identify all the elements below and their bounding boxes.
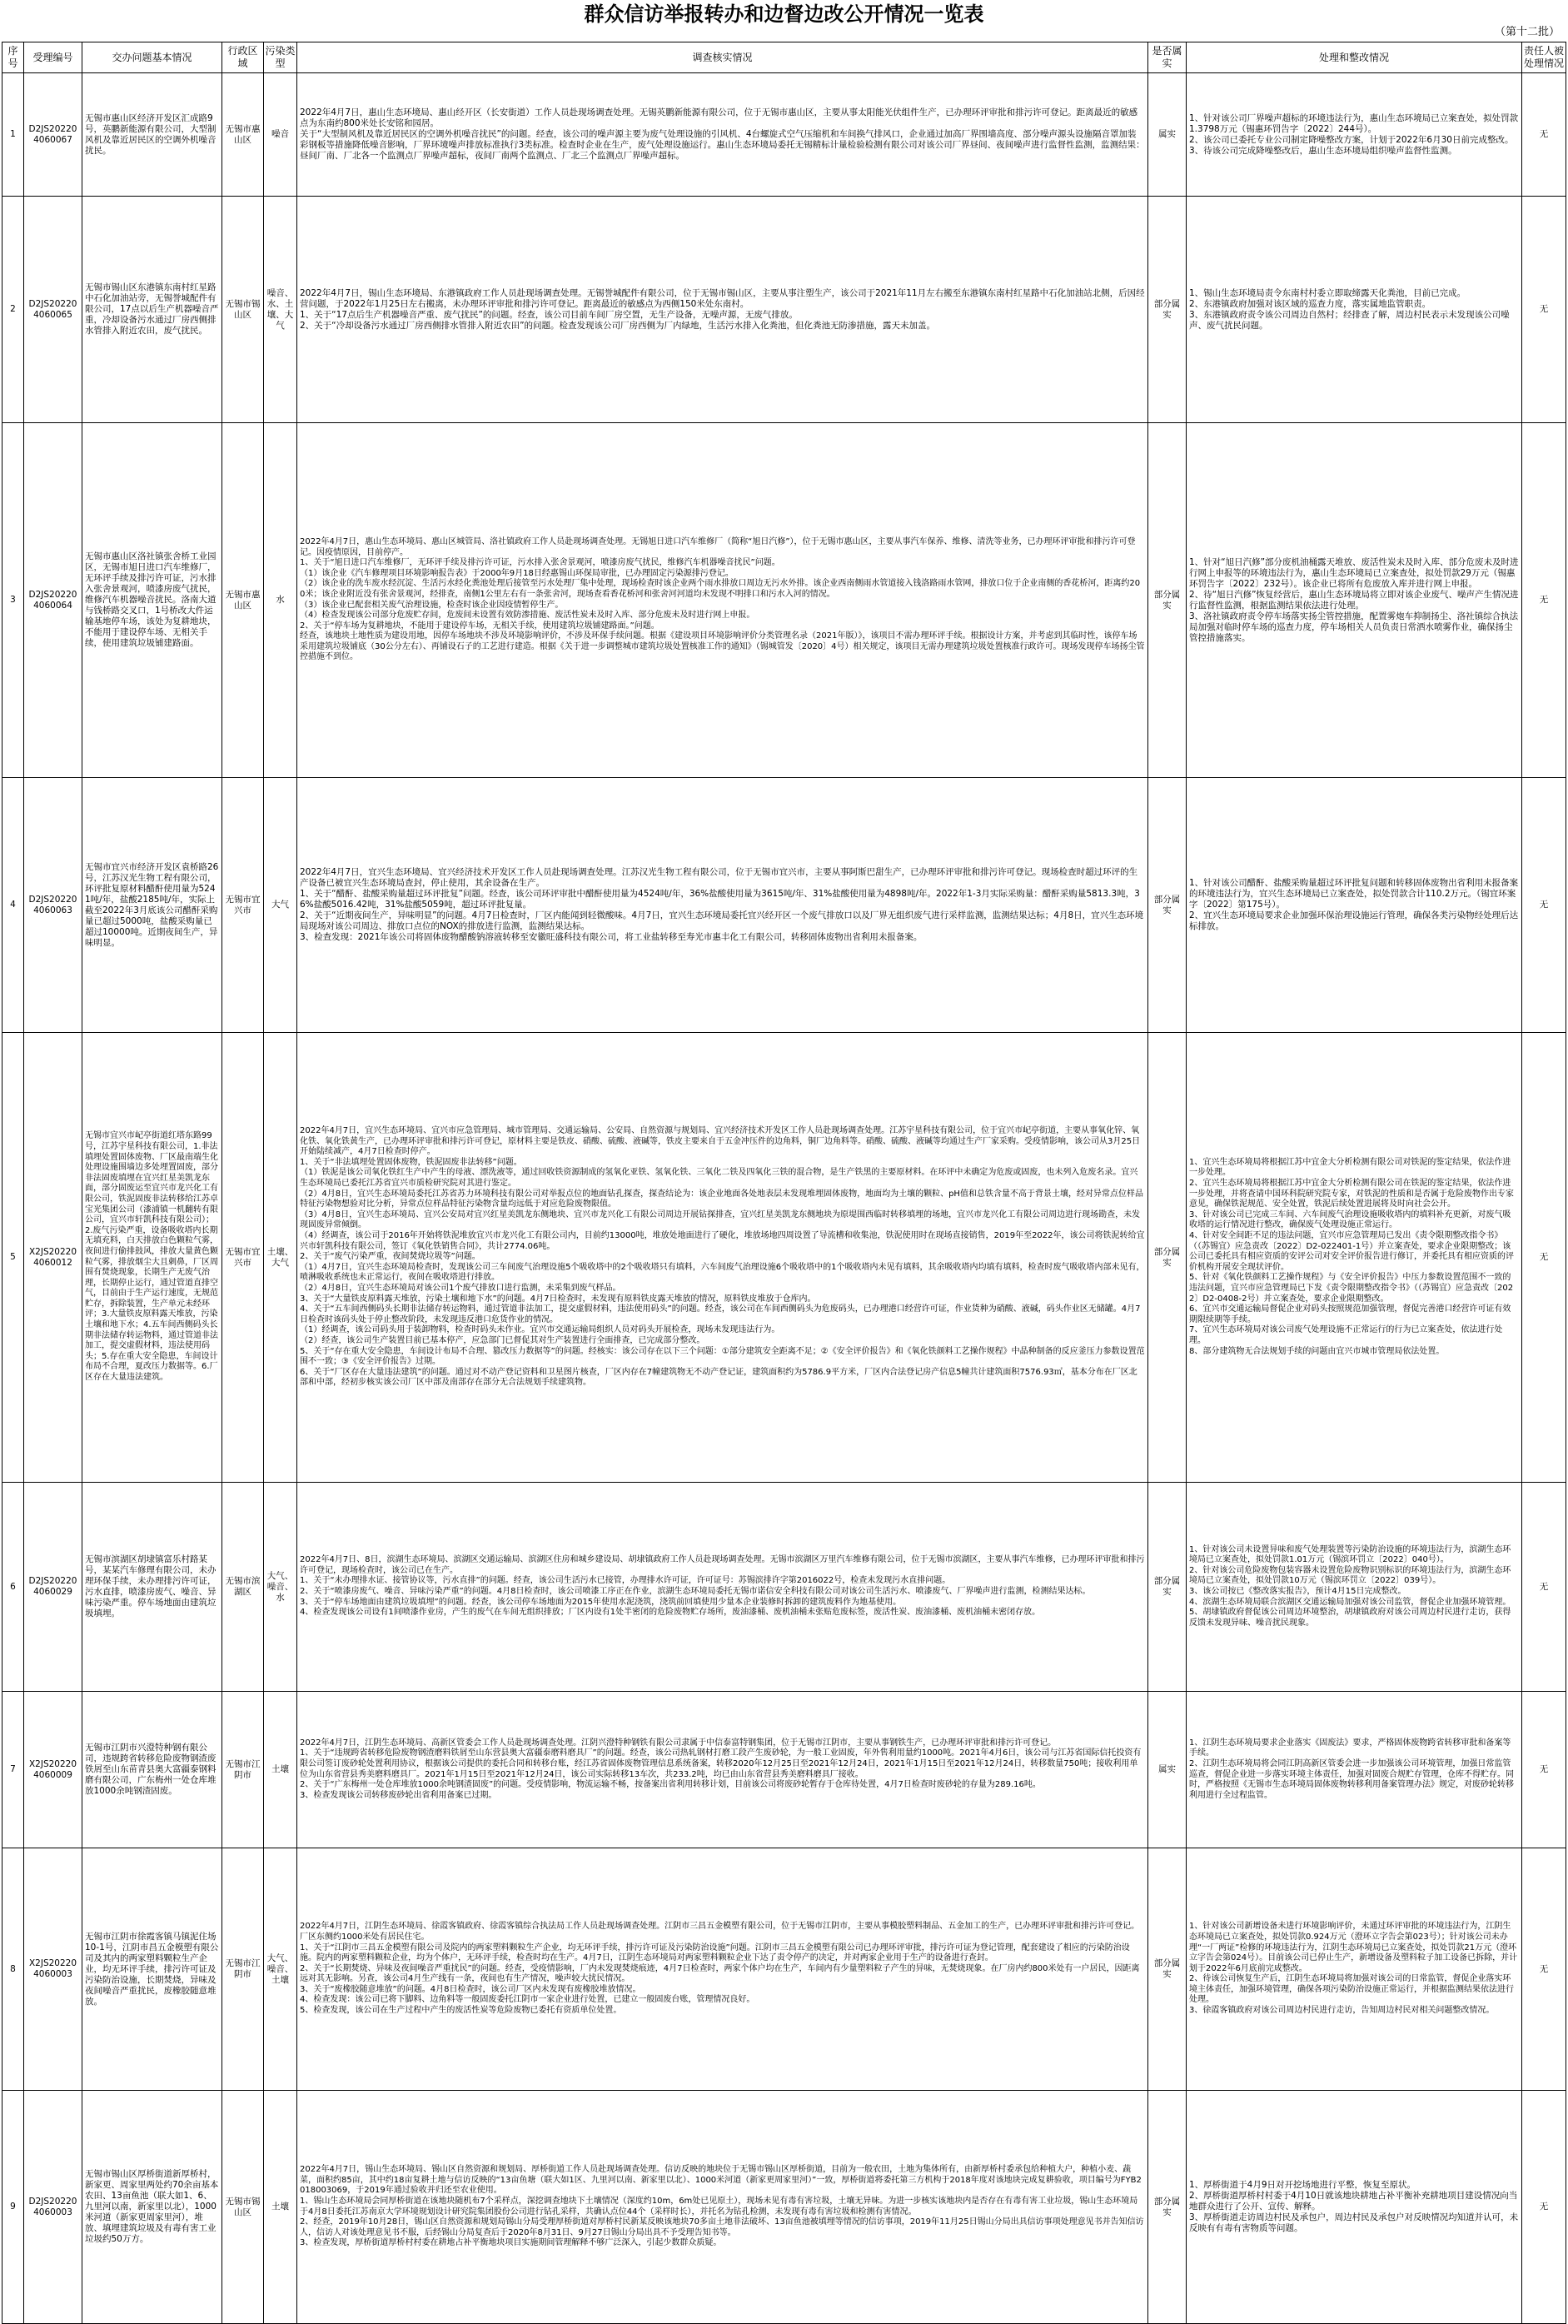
row-investigation: 2022年4月7日，宜兴生态环境局、宜兴市应急管理局、城市管理局、交通运输局、公安局、自然资源与规划局、宜兴经济技术开发区工作人员赴现场调查处理。江苏宇星科技有限公司，位于宜兴市屺亭街道，主要从事氧化锌、氧化铁、氧化铁黄生产，已办理环评审批和排污许可登记，原材料主要是铁皮、硝酸、硫酸、液碱等，铁皮主要来自于五金冲压件的边角料，铜厂边角料等。硝酸、硫酸、液碱等均通过生产厂家采购。受疫情影响，该公司从3月25日开始陆续减产，4月7日检查时停产。 1、关于“非法填埋处置固体废物，铁泥固废非法转移”问题。 （1）铁泥是该公司氧化铁红生产中产生的母液、漂洗液等，通过回收铁资源制成的氢氧化亚铁、氢氧化铁、三氧化二铁及四氧化三铁的混合物，是生产铁黑的主要原材料。在环评中未确定为危废或固废，也未列入危废名录。宜兴生态环境局已委托江苏省宜兴市质检研究院对其进行鉴定。 （2）4月8日，宜兴生态环境局委托江苏省苏力环境科技有限公司对举报点位的地面钻孔探查，探查结论为：该企业地面各处地表层未发现堆埋固体废物，地面均为土壤的颗粒、pH值和总铁含量不高于背景土壤，经对异常点位样品特征污染物想验对比分析，异常点位样品特征污染物含量均远低于对应危险废物限值。 （3）4月8日，宜兴生态环境局、宜兴公安局对宜兴红星美凯龙东侧地块、宜兴市龙兴化工有限公司周边开展钻探排查，宜兴红星美凯龙东侧地块为原堤围西临时转移填埋的场地，宜兴市龙兴化工有限公司周边进行现场勘查，未发现固废异常倾倒。 （4）经调查，该公司于2016年开始将铁泥堆放宜兴市龙兴化工有限公司内，目前约13000吨，堆放处地面进行了硬化，堆放场地四周设置了导流槽和收集池，铁泥使用时在现场直接销售，2019年至2022年，该公司将铁泥转给宜兴市轩凯科技有限公司，签订《氧化铁销售合同》，共计2774.06吨。 2、关于“废气污染严重，夜间焚烧垃圾等”问题。 （1）4月7日，宜兴生态环境局检查时，发现该公司三车间废气治理设施5个吸收塔中的2个吸收塔只有填料，六车间废气治理设施6个吸收塔中的1个吸收塔内未见有填料，其余吸收塔内均填有填料，检查时废气吸收塔内部未见有，喷淋吸收系统也未正常运行，夜间在吸收塔进行排放。 （2）4月8日，宜兴生态环境局对该公司1个废气排放口进行监测，未采集到废气样品。 3、关于“大量铁皮原料露天堆放，污染土壤和地下水”的问题。4月7日检查时，未发现有原料铁皮露天堆放的情况，原料铁皮堆放于仓库内。 4、关于“五车间西侧码头长期非法储存转运物料，通过管道非法加工，提交虚假材料，违法使用码头”的问题。经查，该公司在车间西侧码头为危废码头，已办理港口经营许可证，作业货种为硝酸、液碱，码头作业区无储罐。4月7日检查时该码头处于停止整改阶段，未发现违反港口危货作业的情况。 （1）经调查，该公司码头用于装卸物料，检查时码头未作业。宜兴市交通运输局组织人员对码头开展检查，现场未发现违法行为。 （2）经查，该公司生产装置目前已基本停产，应急部门已督促其对生产装置进行全面排查，已完成部分整改。 5、关于“存在重大安全隐患，车间设计布局不合理、篡改压力数据等”的问题。经核实：该公司存在以下三个问题：①部分建筑安全距离不足；②《安全评价报告》和《氧化铁颜料工艺操作规程》中晶种制备的反应釜压力参数设置范围不一致；③《安全评价报告》过期。 6、关于“厂区存在大量违法建筑”的问题。通过对不动产登记资料和卫星图片核查，厂区内存在7幢建筑物无不动产登记证，建筑面积约为5786.9平方米，厂区内合法登记房产信息5幢共计建筑面积7576.93㎡，基本分布在厂区北部和中部，经初步核实该公司厂区中部及南部存在部分无合法规划手续建筑物。 bbox=[297, 1033, 1148, 1483]
table-row bbox=[2, 778, 1566, 1033]
row-investigation: 2022年4月7日，宜兴生态环境局、宜兴经济技术开发区工作人员赴现场调查处理。江苏汉光生物工程有限公司，位于无锡市宜兴市，主要从事阿斯巴甜生产，已办理环评审批和排污许可登记。现场检查时超过环评的生产设备已被宜兴生态环境局查封，停止使用，其余设备在生产。 1、关于“醋酐、盐酸采购量超过环评批复”问题。经查，该公司环评审批中醋酐使用量为4524吨/年，36%盐酸使用量为3615吨/年、31%盐酸使用量为4898吨/年。2022年1-3月实际采购量：醋酐采购量5813.3吨，36%盐酸5016.42吨，31%盐酸5059吨，超过环评批复量。 2、关于“近期夜间生产，异味明显”的问题。4月7日检查时，厂区内能闻到轻微酸味。4月7日，宜兴生态环境局委托宜兴经开区一个废气排放口以及厂界无组织废气进行采样监测，监测结果达标；4月8日，宜兴生态环境局现场对该公司周边、排放口点位的NOX的排放进行监测，监测结果达标。 3、检查发现：2021年该公司将固体废物醋酸钠溶液转移至安徽旺盛科技有限公司，将工业盐转移至寿光市惠丰化工有限公司，转移固体废物出省利用未报备案。 bbox=[297, 778, 1148, 1033]
row-no: 2 bbox=[2, 197, 24, 423]
row-id: D2JS20220 4060063 bbox=[24, 778, 82, 1033]
row-region: 无锡市惠山区 bbox=[222, 73, 264, 197]
row-no: 9 bbox=[2, 2091, 24, 2324]
row-punished: 无 bbox=[1522, 1848, 1566, 2091]
row-issue: 无锡市锡山区东港镇东南村红星路中石化加油站旁，无锡誉城配件有限公司，17点以后生产机器噪音严重，冷却设备污水通过厂房西侧排水管排入附近农田，废气扰民。 bbox=[82, 197, 222, 423]
row-id: D2JS20220 4060065 bbox=[24, 197, 82, 423]
page-title: 群众信访举报转办和边督边改公开情况一览表 bbox=[584, 2, 984, 26]
row-verified: 部分属实 bbox=[1148, 1483, 1187, 1692]
row-handling: 1、针对该公司醋酐、盐酸采购量超过环评批复问题和转移固体废物出省利用未报备案的环境违法行为，宜兴生态环境局已立案查处，拟处罚款合计110.2万元。（锡宜环案字〔2022〕第175号）。 2、宜兴生态环境局要求企业加强环保治理设施运行管理，确保各类污染物经处理后达标排放。 bbox=[1187, 778, 1522, 1033]
row-issue: 无锡市江阴市兴澄特种钢有限公司，违规跨省转移危险废物钢渣废铁屑至山东苗青县奥大富疆泰钢料磨有限公司，广东梅州一处仓库堆放1000余吨钢渣固废。 bbox=[82, 1692, 222, 1848]
row-punished: 无 bbox=[1522, 1483, 1566, 1692]
row-investigation: 2022年4月7日、8日，滨湖生态环境局、滨湖区交通运输局、滨湖区住房和城乡建设局、胡埭镇政府工作人员赴现场调查处理。无锡市滨湖区万里汽车维修有限公司，位于无锡市滨湖区，主要从事汽车维修，已办理环评审批和排污许可登记，现场检查时，该公司已在生产。 1、关于“未办理排水证、接管协议等，污水直排”的问题。经查，该公司生活污水已接管，办理排水许可证，许可证号：苏锡滨排许字第2016022号，检查未发现污水直排问题。 2、关于“喷漆房废气、噪音、异味污染严重”的问题。4月8日检查时，该公司喷漆工序正在作业，滨湖生态环境局委托无锡市诺信安全科技有限公司对该公司生活污水、喷漆废气、厂界噪声进行监测，检测结果达标。 3、关于“停车场地面由建筑垃圾填埋”的问题。经查，该公司停车场地面为2015年使用水泥浇筑，浇筑前回填使用少量本企业装修时拆卸的建筑废料作为地基使用。 4、检查发现该公司设有1间喷漆作业房，产生的废气在车间无组织排放；厂区内设有1处半密闭的危险废物贮存场所，废油漆桶、废机油桶未张贴危废标签，废活性炭、废油漆桶、废机油桶未密闭存放。 bbox=[297, 1483, 1148, 1692]
row-verified: 部分属实 bbox=[1148, 1848, 1187, 2091]
row-punished: 无 bbox=[1522, 197, 1566, 423]
header-verified: 是否属实 bbox=[1148, 42, 1187, 73]
table-row bbox=[2, 1692, 1566, 1848]
row-handling: 1、江阴生态环境局要求企业落实《固废法》要求，严格固体废物跨省转移审批和备案等手续。 2、江阴生态环境局将会同江阴高新区管委会进一步加强该公司环境管理，加强日常监管巡查，督促企业进一步落实环境主体责任，加强对固废合规贮存管理，仓库不得贮存。同时，严格按照《无锡市生态环境局固体废物转移利用备案管理办法》规定，对废砂轮转移利用进行全过程监管。 bbox=[1187, 1692, 1522, 1848]
row-punished: 无 bbox=[1522, 778, 1566, 1033]
row-handling: 1、厚桥街道于4月9日对开挖场地进行平整，恢复至原状。 2、厚桥街道厚桥村村委于4月10日就该地块耕地占补平衡补充耕地项目建设情况向当地群众进行了公开、宣传、解释。 3、厚桥街道走访周边村民及承包户，周边村民及承包户对反映情况均知道并认可，未反映有有毒有害物质等问题。 bbox=[1187, 2091, 1522, 2324]
row-type: 土壤 bbox=[264, 2091, 297, 2324]
header-handling: 处理和整改情况 bbox=[1187, 42, 1522, 73]
row-region: 无锡市锡山区 bbox=[222, 197, 264, 423]
report-table bbox=[2, 42, 1566, 2324]
row-region: 无锡市宜兴市 bbox=[222, 778, 264, 1033]
row-verified: 部分属实 bbox=[1148, 2091, 1187, 2324]
row-issue: 无锡市滨湖区胡埭镇富乐村路某号，某某汽车修理有限公司，未办理环保手续，未办理排污许可证，污水直排，喷漆房废气、噪音、异味污染严重。停车场地面由建筑垃圾填埋。 bbox=[82, 1483, 222, 1692]
table-row bbox=[2, 1848, 1566, 2091]
row-region: 无锡市惠山区 bbox=[222, 423, 264, 778]
row-type: 大气 bbox=[264, 778, 297, 1033]
row-type: 大气、噪音、水 bbox=[264, 1483, 297, 1692]
row-investigation: 2022年4月7日，惠山生态环境局、惠山区城管局、洛社镇政府工作人员赴现场调查处理。无锡旭日进口汽车维修厂（简称“旭日汽修”），位于无锡市惠山区，主要从事汽车保养、维修、清洗等业务，已办理环评审批和排污许可登记。因疫情原因，目前停产。 1、关于“旭日进口汽车维修厂，无环评手续及排污许可证，污水排入张舍景观河，喷漆房废气扰民，维修汽车机器噪音扰民”问题。 （1）该企业《汽车修理项目环境影响报告表》于2000年9月18日经惠锡山环保局审批，已办理固定污染源排污登记。 （2）该企业的洗车废水经沉淀、生活污水经化粪池处理后接管至污水处理厂集中处理，现场检查时该企业两个雨水排放口周边无污水外排。该企业西南侧雨水管道接入钱洛路雨水管网，排放口位于企业南侧的香花桥河，距离约200米；该企业附近没有张舍景观河，经排查，南侧1公里左右有一条张舍河，现场查看香花桥河和张舍河河道均未发现不明排口和污水入河的情况。 （3）该企业已配套相关废气治理设施，检查时该企业因疫情暂停生产。 （4）检查发现该公司部分危废贮存间，危废间未设置有效防渗措施、废活性炭未及时入库、部分危废未及时进行网上申报。 2、关于“停车场为复耕地块，不能用于建设停车场，无相关手续，使用建筑垃圾铺建路面。”问题。 经查，该地块土地性质为建设用地，因停车场地块不涉及环境影响评价，不涉及环保手续问题。根据《建设项目环境影响评价分类管理名录（2021年版）》，该项目不需办理环评手续。根据设计方案，并考虑到其临时性，该停车场采用建筑垃圾铺底（30公分左右）、再铺设石子的工艺进行建造。根据《关于进一步调整城市建筑垃圾处置核准工作的通知》（锡城管发〔2020〕4号）相关规定，该项目无需办理建筑垃圾处置核准行政许可。现场发现停车场扬尘管控措施不到位。 bbox=[297, 423, 1148, 778]
row-verified: 部分属实 bbox=[1148, 778, 1187, 1033]
row-type: 土壤、大气 bbox=[264, 1033, 297, 1483]
row-issue: 无锡市宜兴市屺亭街道红塔东路99号，江苏宇星科技有限公司，1.非法填埋处置固体废物、厂区最南端生化处理设施围墙边多处埋置固废，部分非法固废填埋在宜兴红星美凯龙东面，部分固废运至宜兴市龙兴化工有限公司，铁泥固废非法转移给江苏卓宝光集团公司（漆浦镇一机翻转有限公司，宜兴市轩凯科技有限公司）；2.废气污染严重，设备吸收塔内长期无填充料，白天排放白色颗粒气雾，夜间进行偷排鼓风，排放大量黄色颗粒气雾，排放烟尘大且刺鼻，厂区周围有焚烧现象，长期生产无废气治理，长期停止运行，通过管道直排空气，目前由于生产运行速度，无规范贮存，拆除装置，生产单元未经环评；3.大量铁皮原料露天堆放，污染土壤和地下水；4.五车间西侧码头长期非法储存转运物料，通过管道非法加工，提交虚假材料，违法使用码头；5.存在重大安全隐患，车间设计布局不合理，夏改压力数据等。6.厂区存在大量违法建筑。 bbox=[82, 1033, 222, 1483]
table-row bbox=[2, 1483, 1566, 1692]
row-no: 7 bbox=[2, 1692, 24, 1848]
table-row bbox=[2, 1033, 1566, 1483]
row-verified: 属实 bbox=[1148, 73, 1187, 197]
row-verified: 部分属实 bbox=[1148, 1033, 1187, 1483]
row-investigation: 2022年4月7日，江阴生态环境局、徐霞客镇政府、徐霞客镇综合执法局工作人员赴现场调查处理。江阴市三昌五金模塑有限公司，位于无锡市江阴市，主要从事模胶塑料制品、五金加工的生产，已办理环评审批和排污许可登记。厂区东侧约1000米处有居民住宅。 1、关于“江阴市三昌五金模塑有限公司及院内的两家塑料颗粒生产企业，均无环评手续，排污许可证及污染防治设施”问题。江阴市三昌五金模塑有限公司已办理环评审批，排污许可证为登记管理，配套建设了相应的污染防治设施。院内的两家塑料颗粒企业，均为个体户，无环评手续，检查时均在生产。4月7日，江阴生态环境局对两家塑料颗粒企业下达了责令停产的决定，并对两家企业用于生产的设备进行查封。 2、关于“长期焚烧、异味及夜间噪音严重扰民”的问题。经查，受疫情影响，厂内未发现焚烧痕迹，4月7日检查时，两家个体户均在生产，车间内有少量塑料粒子产生的异味，无焚烧现象。在厂房内约800米处有一户居民，因距离远对其无影响。另查，该公司4月生产线有一条，夜间也有生产情况，噪声较大扰民情况。 3、关于“废橡胶随意堆放”的问题。4月8日检查时，该公司厂区内未发现有废橡胶堆放情况。 4、检查发现：该公司已将下脚料、边角料等一般固废委托江阴市一家企业进行处置，已建立一般固废台账，管理情况良好。 5、检查发现，该公司在生产过程中产生的废活性炭等危险废物已委托有资质单位处置。 bbox=[297, 1848, 1148, 2091]
table-row bbox=[2, 423, 1566, 778]
row-handling: 1、针对该公司未设置异味和废气处理装置等污染防治设施的环境违法行为，滨湖生态环境局已立案查处，拟处罚款1.01万元（锡滨环罚立〔2022〕040号）。 2、针对该公司危险废物包装容器未设置危险废物识别标识的环境违法行为，滨湖生态环境局已立案查处，拟处罚款10万元（锡滨环罚立〔2022〕039号）。 3、该公司按已《整改落实报告》，预计4月15日完成整改。 4、滨湖生态环境局联合滨湖区交通运输局加强对该公司监管，督促企业加强环境管理。 5、胡埭镇政府督促该公司周边环境整治，胡埭镇政府对该公司周边村民进行走访，获得反馈未发现异味、噪音扰民现象。 bbox=[1187, 1483, 1522, 1692]
row-handling: 1、锡山生态环境局责令东南村村委立即取缔露天化粪池，目前已完成。 2、东港镇政府加强对该区域的巡查力度，落实属地监管职责。 3、东港镇政府责令该公司周边自然村；经排查了解，周边村民表示未发现该公司噪声、废气扰民问题。 bbox=[1187, 197, 1522, 423]
row-id: D2JS20220 4060064 bbox=[24, 423, 82, 778]
row-handling: 1、针对“旭日汽修”部分废机油桶露天堆放、废活性炭未及时入库、部分危废未及时进行网上申报等的环境违法行为，惠山生态环境局已立案查处，拟处罚款29万元（锡惠环罚告字〔2022〕232号）。该企业已将所有危废放入库并进行网上申报。 2、待“旭日汽修”恢复经营后，惠山生态环境局将立即对该企业废气、噪声产生情况进行监督性监测，根据监测结果依法进行处理。 3、洛社镇政府责令停车场落实扬尘管控措施，配置雾炮车抑制扬尘、洛社镇综合执法局加强对临时停车场的巡查力度，停车场相关人员负责日常洒水喷雾作业，确保扬尘管控措施落实。 bbox=[1187, 423, 1522, 778]
row-issue: 无锡市江阴市徐霞客镇马镇泥住场10-1号，江阴市昌五金模塑有限公司及其内的两家塑料颗粒生产企业，均无环评手续，排污许可证及污染防治设施，长期焚烧，异味及夜间噪音严重扰民，废橡胶随意堆放。 bbox=[82, 1848, 222, 2091]
row-investigation: 2022年4月7日，江阴生态环境局、高新区管委会工作人员赴现场调查处理。江阴兴澄特种钢铁有限公司隶属于中信泰富特钢集团，位于无锡市江阴市，主要从事钢铁生产，已办理环评审批和排污许可登记。 1、关于“违规跨省转移危险废物钢渣磨料铁屑至山东营县奥大富疆泰磨料磨具厂”的问题。经查，该公司热轧钢材打磨工段产生废砂轮，为一般工业固废，年外售利用量约1000吨。2021年4月6日，该公司与江苏省国际信托投资有限公司签订废砂轮处置利用协议，根据该公司提供的委托合同和转移台账，经江苏省固体废物管理信息系统备案，转移2020年12月25日至2021年12月24日，2021年1月15日至2021年12月24日，转移数量750吨；接收利用单位为山东省营县秀美磨料磨具厂。2021年1月15日至2021年12月24日，该公司实际转移13车次，共233.2吨，均已由山东省营县秀美磨料磨具厂接收。 2、关于“广东梅州一处仓库堆放1000余吨钢渣固废”的问题。受疫情影响，物流运输不畅，按备案出省利用转移计划，目前该公司将废砂轮暂存于仓库待处置，4月7日检查时废砂轮的存量为289.16吨。 3、检查发现该公司转移废砂轮出省利用备案已过期。 bbox=[297, 1692, 1148, 1848]
row-verified: 部分属实 bbox=[1148, 423, 1187, 778]
row-punished: 无 bbox=[1522, 1692, 1566, 1848]
row-handling: 1、宜兴生态环境局将根据江苏中宜金大分析检测有限公司对铁泥的鉴定结果，依法作进一步处理。 2、宜兴生态环境局将根据江苏中宜金大分析检测有限公司在铁泥的鉴定结果，依法作进一步处理，并将查请中国环科院研究院专家，对铁泥的性质和是否属于危险废物作出专家意见，确保铁泥规范、安全处置，铁泥后续处置进展将及时向社会公开。 3、针对该公司已完成三车间、六车间废气治理设施吸收塔内的填料补充更新，对废气吸收塔的运行情况进行整改，确保废气处理设施正常运行。 4、针对安全间距不足的违法问题，宜兴市应急管理局已发出《责令限期整改指令书》（（苏锡宜）应急责改〔2022〕D2-022401-1号）并立案查处，要求企业限期整改；该公司已委托具有相应资质的安评公司对安全评价报告进行修订，并委托具有相应资质的评价机构开展安全现状评价。 5、针对《氧化铁颜料工艺操作规程》与《安全评价报告》中压力参数设置范围不一致的违法问题，宜兴市应急管理局已下发《责令限期整改指令书》（（苏锡宜）应急责改〔2022〕D2-0408-2号）并立案查处，要求企业限期整改。 6、宜兴市交通运输局督促企业对码头按照规范加强管理，督促完善港口经营许可证有效期限续期等手续。 7、宜兴生态环境局对该公司废气处理设施不正常运行的行为已立案查处，依法进行处理。 8、部分建筑物无合法规划手续的问题由宜兴市城市管理局依法处置。 bbox=[1187, 1033, 1522, 1483]
row-id: X2JS20220 4060003 bbox=[24, 1848, 82, 2091]
row-type: 噪音、水、土壤、大气 bbox=[264, 197, 297, 423]
row-investigation: 2022年4月7日，惠山生态环境局、惠山经开区（长安街道）工作人员赴现场调查处理。无锡英鹏新能源有限公司，位于无锡市惠山区，主要从事太阳能光伏组件生产，已办理环评审批和排污许可登记。距离最近的敏感点为东南约800米处长安铭和园居。 关于“大型制风机及靠近居民区的空调外机噪音扰民”的问题。经查，该公司的噪声源主要为废气处理设施的引风机、4台螺旋式空气压缩机和车间换气排风口，企业通过加高厂界围墙高度、部分噪声源头设施隔音罩加装彩钢板等措施降低噪音影响，厂界环境噪声排放标准执行3类标准。检查时企业在生产，废气处理设施运行。惠山生态环境局委托无锡精标计量检验检测有限公司对该公司厂界昼间、夜间噪声进行监督性监测，监测结果：昼间厂南、厂北各一个监测点厂界噪声超标，夜间厂南两个监测点、厂北三个监测点厂界噪声超标。 bbox=[297, 73, 1148, 197]
header-investigation: 调查核实情况 bbox=[297, 42, 1148, 73]
row-region: 无锡市江阴市 bbox=[222, 1692, 264, 1848]
header-issue: 交办问题基本情况 bbox=[82, 42, 222, 73]
table-row bbox=[2, 73, 1566, 197]
row-type: 水 bbox=[264, 423, 297, 778]
batch-label: （第十二批） bbox=[1494, 26, 1560, 38]
header-region: 行政区域 bbox=[222, 42, 264, 73]
header-no: 序号 bbox=[2, 42, 24, 73]
row-no: 5 bbox=[2, 1033, 24, 1483]
row-id: D2JS20220 4060003 bbox=[24, 2091, 82, 2324]
row-region: 无锡市滨湖区 bbox=[222, 1483, 264, 1692]
row-investigation: 2022年4月7日，锡山生态环境局、东港镇政府工作人员赴现场调查处理。无锡誉城配件有限公司，位于无锡市锡山区，主要从事注塑生产，该公司于2021年11月左右搬至东港镇东南村红星路中石化加油站北侧，后因经营问题，于2022年1月25日左右搬离，未办理环评审批和排污许可登记。距离最近的敏感点为西侧150米处东南村。 1、关于“17点后生产机器噪音严重、废气扰民”的问题。经查，该公司目前车间厂房空置，无生产设备，无噪声源，无废气排放。 2、关于“冷却设备污水通过厂房西侧排水管排入附近农田”的问题。检查发现该公司厂房西侧为厂内绿地，生活污水排入化粪池，但化粪池无防渗措施，露天未加盖。 bbox=[297, 197, 1148, 423]
table-row bbox=[2, 197, 1566, 423]
row-type: 土壤 bbox=[264, 1692, 297, 1848]
row-punished: 无 bbox=[1522, 2091, 1566, 2324]
row-punished: 无 bbox=[1522, 73, 1566, 197]
row-punished: 无 bbox=[1522, 423, 1566, 778]
table-row bbox=[2, 2091, 1566, 2324]
row-region: 无锡市宜兴市 bbox=[222, 1033, 264, 1483]
row-id: X2JS20220 4060012 bbox=[24, 1033, 82, 1483]
row-region: 无锡市江阴市 bbox=[222, 1848, 264, 2091]
table-header-row bbox=[2, 42, 1566, 73]
row-handling: 1、针对该公司厂界噪声超标的环境违法行为，惠山生态环境局已立案查处，拟处罚款1.3798万元（锡惠环罚告字〔2022〕244号）。 2、该公司已委托专业公司制定降噪整改方案，计划于2022年6月30日前完成整改。 3、待该公司完成降噪整改后，惠山生态环境局组织噪声监督性监测。 bbox=[1187, 73, 1522, 197]
row-handling: 1、针对该公司新增设备未进行环境影响评价，未通过环评审批的环境违法行为，江阴生态环境局已立案查处，拟处罚款0.924万元（澄环立字告会第023号）；针对该公司未办理“一厂两证”检修的环境违法行为，江阴生态环境局已立案查处，拟处罚款21万元（澄环立字告会第024号）。目前该公司已停止生产，新增设备及塑料粒子加工设备已拆除，并计划于2022年6月底前完成整改。 2、待该公司恢复生产后，江阴生态环境局将加强对该公司的日常监管，督促企业落实环境主体责任，加强环境管理，确保各项污染防治设施正常运行，并根据监测结果依法进行处理。 3、徐霞客镇政府对该公司周边村民进行走访，告知周边村民对相关问题整改情况。 bbox=[1187, 1848, 1522, 2091]
row-id: X2JS20220 4060009 bbox=[24, 1692, 82, 1848]
row-region: 无锡市锡山区 bbox=[222, 2091, 264, 2324]
header-id: 受理编号 bbox=[24, 42, 82, 73]
row-id: D2JS20220 4060067 bbox=[24, 73, 82, 197]
row-verified: 属实 bbox=[1148, 1692, 1187, 1848]
row-type: 噪音 bbox=[264, 73, 297, 197]
row-issue: 无锡市惠山区洛社镇张舍桥工业园区，无锡市旭日进口汽车维修厂，无环评手续及排污许可证，污水排入张舍景观河，喷漆房废气扰民，维修汽车机器噪音扰民。洛南大道与钱桥路交叉口，1号桥改大件运输基地停车场，该处为复耕地块，不能用于建设停车场、无相关手续，使用建筑垃圾铺建路面。 bbox=[82, 423, 222, 778]
row-investigation: 2022年4月7日，锡山生态环境局、锡山区自然资源和规划局、厚桥街道工作人员赴现场调查处理。信访反映的地块位于无锡市锡山区厚桥街道，目前为一般农田，土地为集体所有，由新厚桥村委承包给种植大户，种植小麦、蔬菜，面积约85亩，其中约18亩复耕土地与信访反映的“13亩鱼塘（联大如1区、九里河以南、新家里以北）、1000米河道（新家更周家里河）”一致，厚桥街道将委托第三方机构于2018年度对该地块完成复耕验收，项目编号为FYB2018003069，于2019年通过验收并归还至农业使用。 1、锡山生态环境局会同厚桥街道在该地块随机布7个采样点，深挖调查地块下土壤情况（深度约10m，6m处已见原土），现场未见有毒有害垃圾，土壤无异味。为进一步核实该地块内是否存在有毒有害工业垃圾，锡山生态环境局于4月8日委托江苏南京大学环境规划设计研究院集团股份公司进行钻孔采样，共确认点位44个（采样时长），并托名为钻孔检测，未发现有毒有害垃圾和检测有害情况。 2、经查，2019年10月28日，锡山区自然资源和规划局锡山分局受理厚桥街道对厚桥村民新某反映该地块70多亩土地非法破坏、13亩鱼池被填埋等情况的信访事项，2019年11月25日锡山分局出具信访事项处理意见书并告知信访人，信访人对该处理意见书不服，后经锡山分局复查后于2020年8月31日、9月27日锡山分局出具不予受理告知书等。 3、检查发现，厚桥街道厚桥村村委在耕地占补平衡地块项目实施期间管理解释不够广泛深入，引起少数群众质疑。 bbox=[297, 2091, 1148, 2324]
row-no: 6 bbox=[2, 1483, 24, 1692]
row-no: 3 bbox=[2, 423, 24, 778]
row-punished: 无 bbox=[1522, 1033, 1566, 1483]
row-no: 4 bbox=[2, 778, 24, 1033]
header-punished: 责任人被处理情况 bbox=[1522, 42, 1566, 73]
row-issue: 无锡市锡山区厚桥街道新厚桥村，新家更、周家里两处约70余亩基本农田、13亩鱼池（联大如1、6、九里河以南，新家里以北），1000米河道（新家更周家里河），堆放、填埋建筑垃圾及有毒有害工业垃圾约50万方。 bbox=[82, 2091, 222, 2324]
row-type: 大气、噪音、土壤 bbox=[264, 1848, 297, 2091]
row-issue: 无锡市惠山区经济开发区汇成路9号，英鹏新能源有限公司，大型制风机及靠近居民区的空调外机噪音扰民。 bbox=[82, 73, 222, 197]
row-id: D2JS20220 4060029 bbox=[24, 1483, 82, 1692]
row-no: 1 bbox=[2, 73, 24, 197]
row-no: 8 bbox=[2, 1848, 24, 2091]
row-issue: 无锡市宜兴市经济开发区袁桥路26号，江苏汉光生物工程有限公司，环评批复原材料醋酐使用量为5241吨/年，盐酸2185吨/年，实际上截至2022年3月底该公司醋酐采购量已超过5000吨，盐酸采购量已超过10000吨。近期夜间生产，异味明显。 bbox=[82, 778, 222, 1033]
header-type: 污染类型 bbox=[264, 42, 297, 73]
row-verified: 部分属实 bbox=[1148, 197, 1187, 423]
